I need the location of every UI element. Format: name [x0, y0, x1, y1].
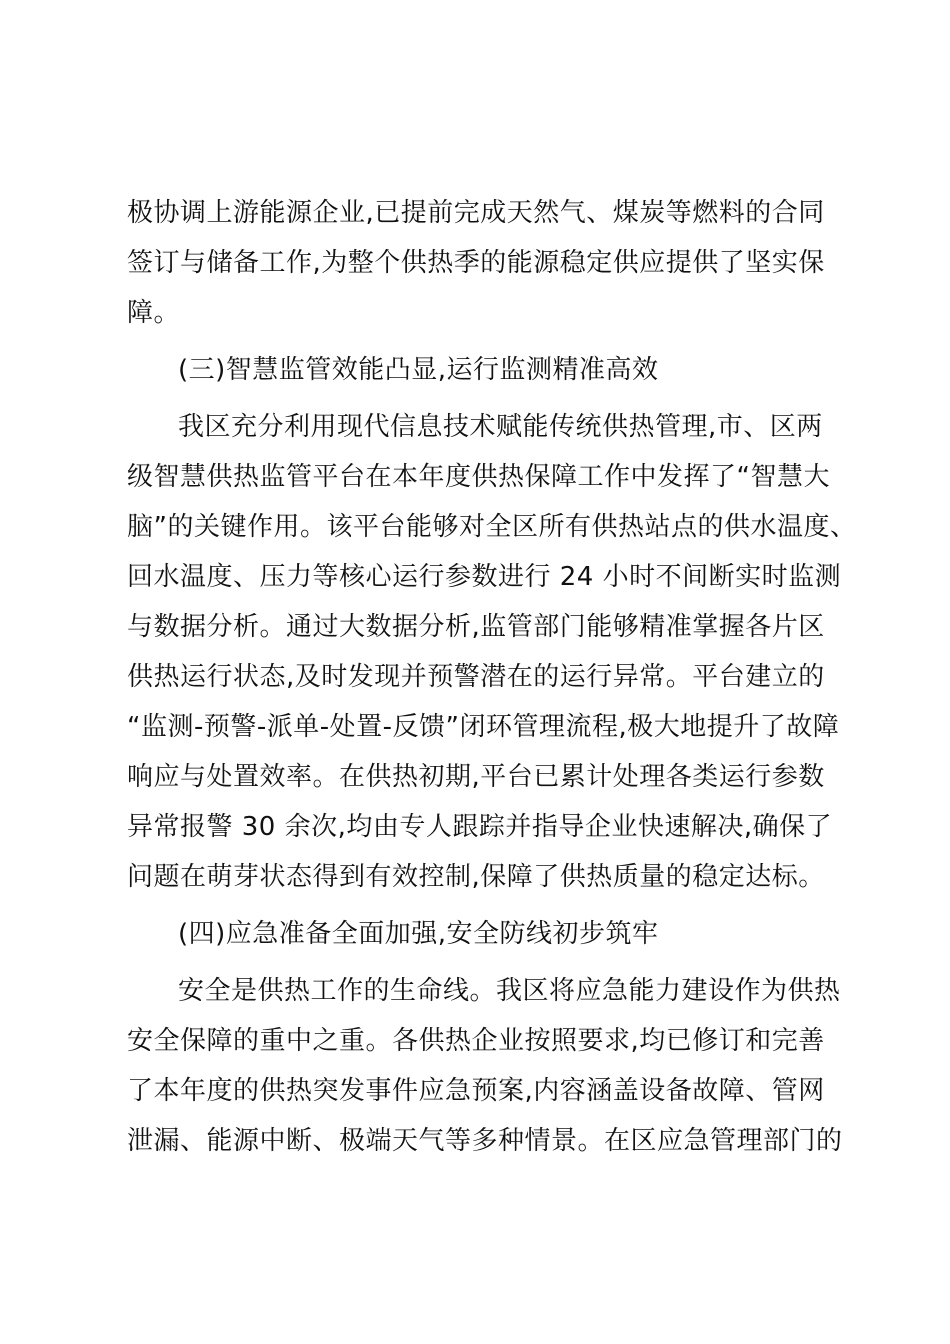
text-line: 脑”的关键作用。该平台能够对全区所有供热站点的供水温度、 — [127, 512, 857, 542]
text-line: 供热运行状态,及时发现并预警潜在的运行异常。平台建立的 — [127, 662, 825, 692]
text-line: 安全保障的重中之重。各供热企业按照要求,均已修订和完善 — [127, 1026, 825, 1056]
text-line: 问题在萌芽状态得到有效控制,保障了供热质量的稳定达标。 — [127, 862, 825, 892]
text-line: 响应与处置效率。在供热初期,平台已累计处理各类运行参数 — [127, 762, 825, 792]
section-heading-4: (四)应急准备全面加强,安全防线初步筑牢 — [178, 919, 659, 949]
text-line: 级智慧供热监管平台在本年度供热保障工作中发挥了“智慧大 — [127, 462, 830, 492]
text-line: 障。 — [127, 298, 181, 328]
text-line: “监测-预警-派单-处置-反馈”闭环管理流程,极大地提升了故障 — [127, 712, 840, 742]
text-line: 签订与储备工作,为整个供热季的能源稳定供应提供了坚实保 — [127, 248, 825, 278]
text-line: 了本年度的供热突发事件应急预案,内容涵盖设备故障、管网 — [127, 1076, 825, 1106]
section-heading-3: (三)智慧监管效能凸显,运行监测精准高效 — [178, 355, 659, 385]
text-line: 安全是供热工作的生命线。我区将应急能力建设作为供热 — [178, 976, 841, 1006]
text-line: 泄漏、能源中断、极端天气等多种情景。在区应急管理部门的 — [127, 1126, 843, 1156]
text-line: 与数据分析。通过大数据分析,监管部门能够精准掌握各片区 — [127, 612, 825, 642]
text-line: 异常报警 30 余次,均由专人跟踪并指导企业快速解决,确保了 — [127, 812, 833, 842]
text-line: 我区充分利用现代信息技术赋能传统供热管理,市、区两 — [178, 412, 823, 442]
text-line: 回水温度、压力等核心运行参数进行 24 小时不间断实时监测 — [127, 562, 842, 592]
text-line: 极协调上游能源企业,已提前完成天然气、煤炭等燃料的合同 — [127, 198, 825, 228]
